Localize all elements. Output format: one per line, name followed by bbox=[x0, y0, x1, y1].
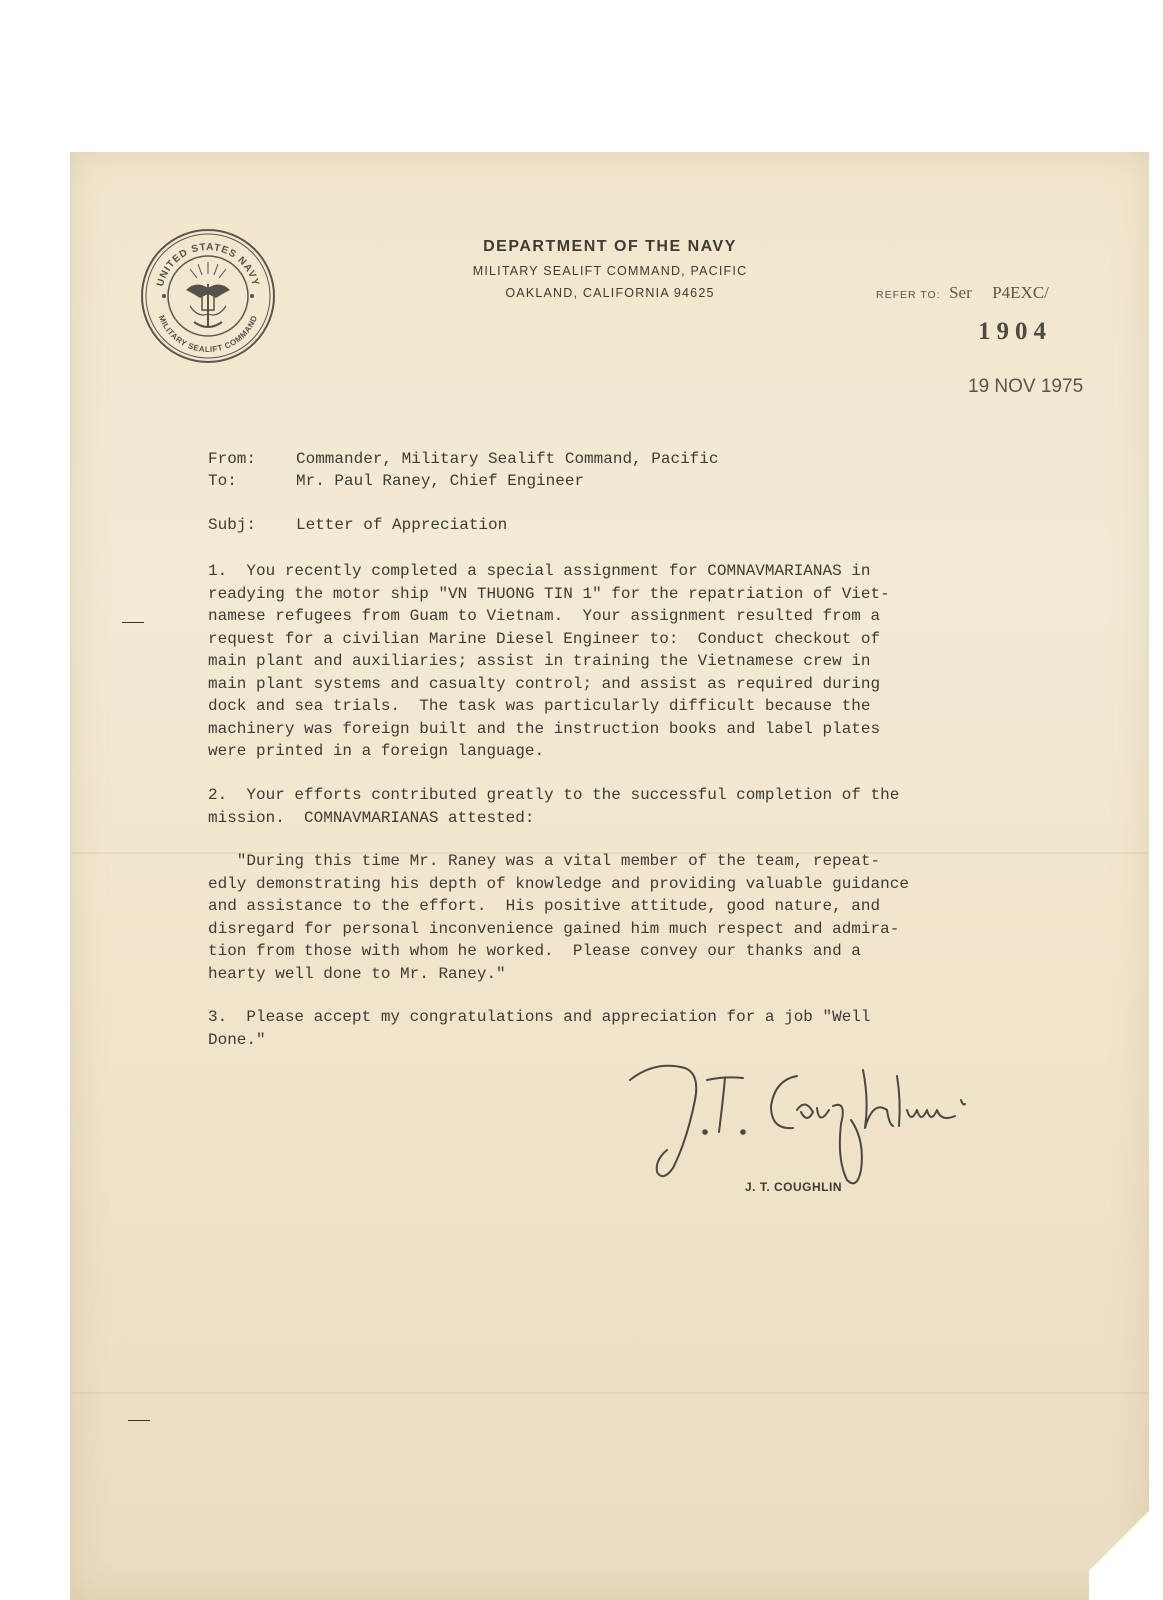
serial-number: 1904 bbox=[978, 318, 1052, 345]
letterhead bbox=[420, 238, 800, 300]
refer-to-label: REFER TO: bbox=[876, 289, 941, 301]
paper-crease bbox=[71, 1392, 1149, 1394]
to-value: Mr. Paul Raney, Chief Engineer bbox=[296, 472, 585, 490]
refer-to-line bbox=[876, 283, 1049, 303]
margin-mark bbox=[122, 622, 144, 623]
subject-label: Subj: bbox=[208, 516, 257, 534]
subject-line bbox=[208, 516, 507, 534]
paragraph-3: 3. Please accept my congratulations and appreciation for a job "Well Done." bbox=[208, 1008, 871, 1049]
from-line bbox=[208, 450, 718, 468]
margin-mark bbox=[128, 1420, 150, 1421]
from-value: Commander, Military Sealift Command, Pacific bbox=[296, 450, 719, 468]
navy-seal-icon bbox=[140, 228, 276, 364]
folded-corner bbox=[1089, 1480, 1149, 1600]
letterhead-department: DEPARTMENT OF THE NAVY bbox=[483, 238, 737, 255]
from-label: From: bbox=[208, 450, 257, 468]
refer-ser: Ser bbox=[949, 283, 972, 302]
handwritten-signature bbox=[625, 1040, 985, 1190]
subject-value: Letter of Appreciation bbox=[296, 516, 508, 534]
svg-text:MILITARY SEALIFT COMMAND: MILITARY SEALIFT COMMAND bbox=[156, 313, 260, 355]
svg-text:UNITED STATES NAVY: UNITED STATES NAVY bbox=[155, 241, 261, 288]
letter-date: 19 NOV 1975 bbox=[968, 376, 1084, 397]
letterhead-address: OAKLAND, CALIFORNIA 94625 bbox=[505, 286, 715, 300]
to-label: To: bbox=[208, 472, 237, 490]
paragraph-2: 2. Your efforts contributed greatly to the successful completion of the mission. COMNAVMARIANAS attested: bbox=[208, 786, 900, 827]
quoted-attestation: "During this time Mr. Raney was a vital member of the team, repeat- edly demonstrating his depth of knowledge and providing valuable guidance and assistance to the effort. His positive attitude, good nature, and disregard for personal inconvenience gained him much respect and admira- tion from those with whom he worked. Please convey our thanks and a hearty well done to Mr. Raney." bbox=[208, 852, 909, 983]
to-line bbox=[208, 472, 584, 490]
paragraph-1: 1. You recently completed a special assignment for COMNAVMARIANAS in readying the motor ship "VN THUONG TIN 1" for the repatriation of Viet- namese refugees from Guam to Vietnam. Your assignment resulted from a request for a civilian Marine Diesel Engineer to: Conduct checkout of main plant and auxiliaries; assist in training the Vietnamese crew in main plant systems and casualty control; and assist as required during dock and sea trials. The task was particularly difficult because the machinery was foreign built and the instruction books and label plates were printed in a foreign language. bbox=[208, 562, 890, 760]
signatory-name: J. T. COUGHLIN bbox=[745, 1180, 843, 1194]
letterhead-command: MILITARY SEALIFT COMMAND, PACIFIC bbox=[472, 264, 748, 278]
refer-code: P4EXC/ bbox=[992, 283, 1049, 302]
